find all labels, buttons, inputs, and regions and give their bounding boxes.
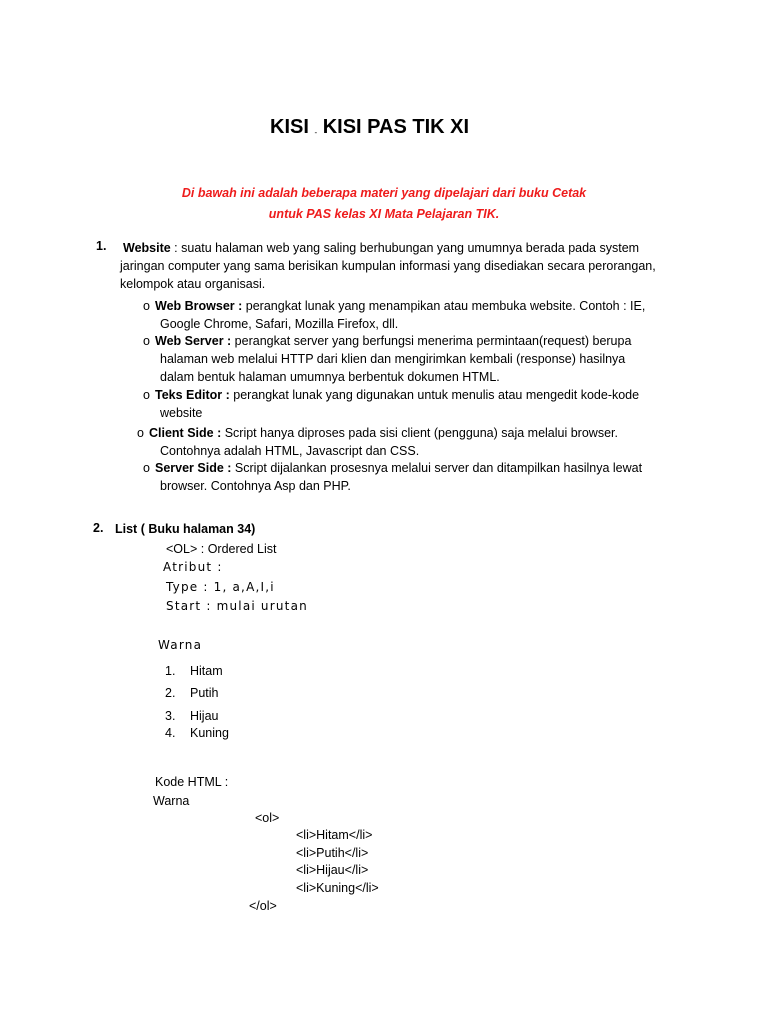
code-line: <li>Putih</li> [296,846,369,860]
code-line: <li>Hijau</li> [296,863,369,877]
code-line: <li>Kuning</li> [296,881,379,895]
bullet-client-side [137,424,747,460]
bullet-marker: o [143,334,150,348]
bullet-text: dalam bentuk halaman umumnya berbentuk dokumen HTML. [160,370,500,384]
bullet-marker: o [143,299,150,313]
bullet-term: Client Side : [149,426,222,440]
list-item-label: Hijau [190,709,219,723]
list-item-number: 1. [165,664,176,678]
list-item-number: 4. [165,726,176,740]
warna-2-label: Warna [153,794,190,808]
list-item-label: Kuning [190,726,229,740]
bullet-term: Server Side : [155,461,232,475]
kode-html-label: Kode HTML : [155,775,229,789]
intro-line-2: untuk PAS kelas XI Mata Pelajaran TIK. [268,207,500,221]
ol-label: <OL> : Ordered List [166,542,277,556]
intro-line-1: Di bawah ini adalah beberapa materi yang dipelajari dari buku Cetak [181,186,587,200]
bullet-text: Google Chrome, Safari, Mozilla Firefox, dll. [160,317,399,331]
bullet-teks-editor [143,386,743,422]
list-item-number: 2. [165,686,176,700]
bullet-term: Web Browser : [155,299,243,313]
warna-label: Warna [158,638,203,652]
bullet-text: perangkat lunak yang menampikan atau membuka website. Contoh : IE, [242,299,646,313]
bullet-marker: o [143,388,150,402]
title-right: KISI PAS TIK XI [322,116,470,138]
list-item-label: Hitam [190,664,223,678]
title-left: KISI [270,116,309,138]
section-2-heading: List ( Buku halaman 34) [115,522,256,536]
code-ol-open: <ol> [255,811,280,825]
bullet-server-side [143,459,743,495]
section-1-line-3: kelompok atau organisasi. [120,277,266,291]
bullet-web-server [143,332,743,386]
atribut-label: Atribut : [163,560,223,574]
bullet-marker: o [143,461,150,475]
section-1-term: Website [123,241,171,255]
code-line: <li>Hitam</li> [296,828,373,842]
bullet-text: Script dijalankan prosesnya melalui server dan ditampilkan hasilnya lewat [231,461,643,475]
bullet-marker: o [137,426,144,440]
start-attribute: Start : mulai urutan [166,599,308,613]
section-2-number: 2. [93,521,104,535]
bullet-text: browser. Contohnya Asp dan PHP. [160,479,351,493]
bullet-web-browser [143,297,743,333]
bullet-text: halaman web melalui HTTP dari klien dan mengirimkan kembali (response) hasilnya [160,352,626,366]
section-1-desc-1: : suatu halaman web yang saling berhubungan yang umumnya berada pada system [170,241,640,255]
bullet-term: Teks Editor : [155,388,230,402]
bullet-text: perangkat lunak yang digunakan untuk menulis atau mengedit kode-kode [229,388,640,402]
bullet-term: Web Server : [155,334,232,348]
list-item-label: Putih [190,686,219,700]
list-item-number: 3. [165,709,176,723]
bullet-text: Contohnya adalah HTML, Javascript dan CSS. [160,444,420,458]
bullet-text: website [160,406,203,420]
bullet-text: Script hanya diproses pada sisi client (pengguna) saja melalui browser. [221,426,618,440]
section-1-number: 1. [96,239,107,253]
page-title [270,116,469,139]
section-1-line-2: jaringan computer yang sama berisikan kumpulan informasi yang disediakan secara perorangan, [120,259,656,273]
section-1-line-1 [123,239,639,257]
bullet-text: perangkat server yang berfungsi menerima permintaan(request) berupa [231,334,632,348]
title-separator: - [314,128,318,137]
type-attribute: Type : 1, a,A,I,i [166,580,275,594]
code-ol-close: </ol> [249,899,277,913]
